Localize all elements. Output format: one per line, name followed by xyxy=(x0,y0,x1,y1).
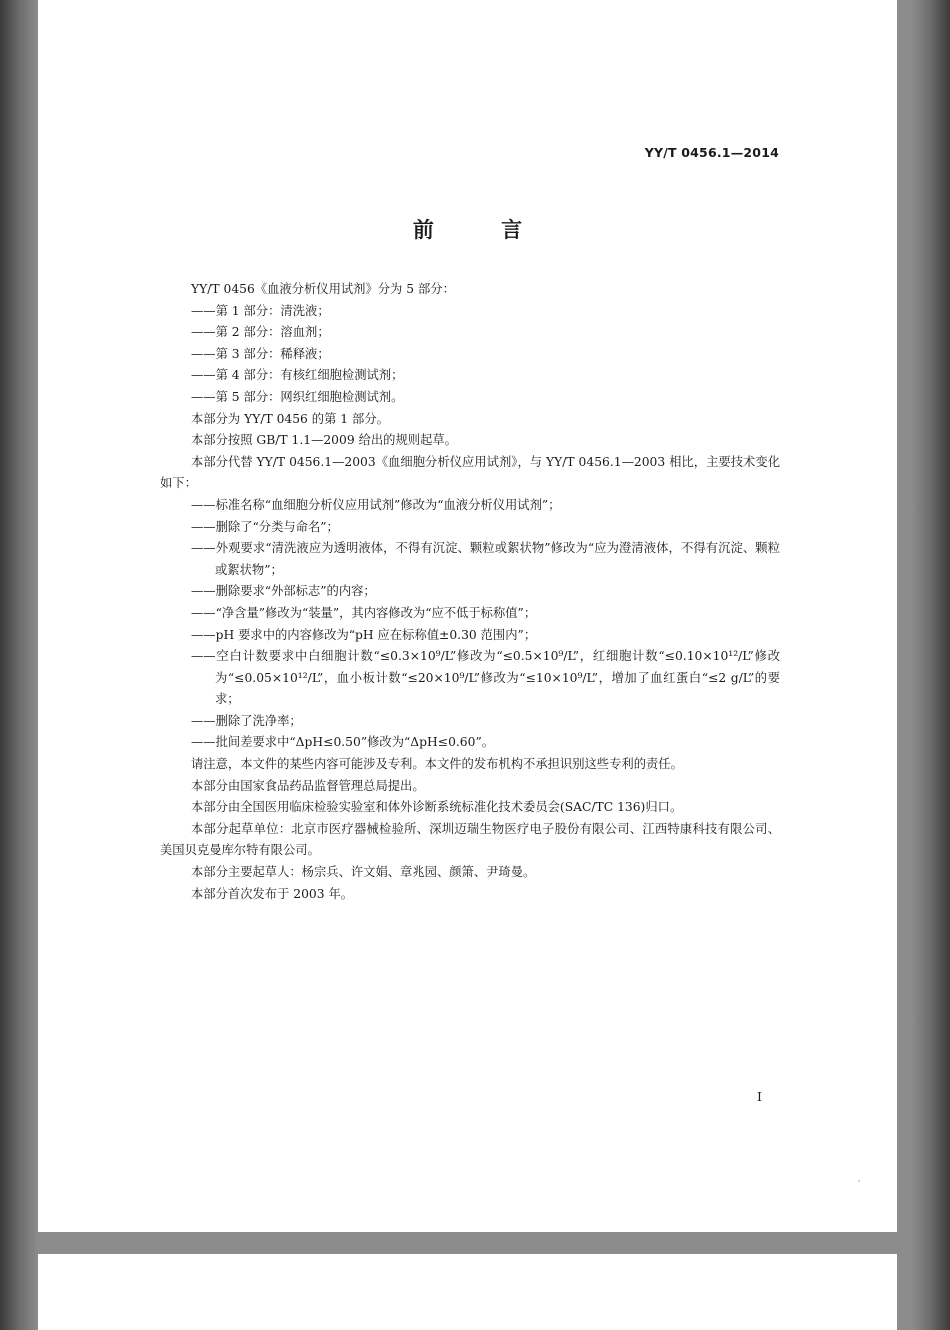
paragraph: 本部分首次发布于 2003 年。 xyxy=(191,886,354,901)
list-item: ——第 5 部分：网织红细胞检测试剂。 xyxy=(191,389,404,404)
next-page xyxy=(38,1254,897,1330)
page-number: I xyxy=(757,1089,762,1104)
paragraph: 本部分由国家食品药品监督管理总局提出。 xyxy=(191,778,425,793)
list-item: ——删除了洗净率； xyxy=(191,713,302,728)
paragraph: 本部分由全国医用临床检验实验室和体外诊断系统标准化技术委员会(SAC/TC 136)归口。 xyxy=(191,800,683,815)
page-title: 前 言 xyxy=(412,218,553,242)
paragraph: 本部分主要起草人：杨宗兵、许文娟、章兆园、颜箫、尹琦曼。 xyxy=(191,865,536,880)
list-item: ——pH 要求中的内容修改为“pH 应在标称值±0.30 范围内”； xyxy=(191,627,537,642)
paragraph: 本部分代替 YY/T 0456.1—2003《血细胞分析仪应用试剂》，与 YY/T 0456.1—2003 相比，主要技术变化如下： xyxy=(160,454,780,491)
paragraph: 本部分为 YY/T 0456 的第 1 部分。 xyxy=(191,411,389,426)
list-item: ——“净含量”修改为“装量”，其内容修改为“应不低于标称值”； xyxy=(191,605,537,620)
paragraph: 本部分起草单位：北京市医疗器械检验所、深圳迈瑞生物医疗电子股份有限公司、江西特康科技有限公司、美国贝克曼库尔特有限公司。 xyxy=(160,821,780,858)
document-code: YY/T 0456.1—2014 xyxy=(644,145,779,160)
list-item: ——空白计数要求中白细胞计数“≤0.3×10⁹/L”修改为“≤0.5×10⁹/L”，红细胞计数“≤0.10×10¹²/L”修改为“≤0.05×10¹²/L”，血小板计数“≤20×10⁹/L”修改为“≤10×10⁹/L”，增加了血红蛋白“≤2 g/L”的要求； xyxy=(191,649,780,707)
list-item: ——第 4 部分：有核红细胞检测试剂； xyxy=(191,368,404,383)
list-item: ——批间差要求中“ΔpH≤0.50”修改为“ΔpH≤0.60”。 xyxy=(191,735,495,750)
list-item: ——删除了“分类与命名”； xyxy=(191,519,339,534)
list-item: ——第 1 部分：清洗液； xyxy=(191,303,330,318)
list-item: ——第 3 部分：稀释液； xyxy=(191,346,330,361)
scan-speck xyxy=(858,1180,860,1182)
list-item: ——删除要求“外部标志”的内容； xyxy=(191,584,376,599)
paragraph: YY/T 0456《血液分析仪用试剂》分为 5 部分： xyxy=(191,282,455,296)
paragraph: 请注意，本文件的某些内容可能涉及专利。本文件的发布机构不承担识别这些专利的责任。 xyxy=(191,757,683,772)
list-item: ——标准名称“血细胞分析仪应用试剂”修改为“血液分析仪用试剂”； xyxy=(191,497,561,512)
paragraph: 本部分按照 GB/T 1.1—2009 给出的规则起草。 xyxy=(191,433,457,448)
document-page xyxy=(38,0,897,1232)
list-item: ——第 2 部分：溶血剂； xyxy=(191,325,330,340)
list-item: ——外观要求“清洗液应为透明液体，不得有沉淀、颗粒或絮状物”修改为“应为澄清液体，不得有沉淀、颗粒或絮状物”； xyxy=(191,541,780,577)
foreword-body xyxy=(160,279,780,905)
